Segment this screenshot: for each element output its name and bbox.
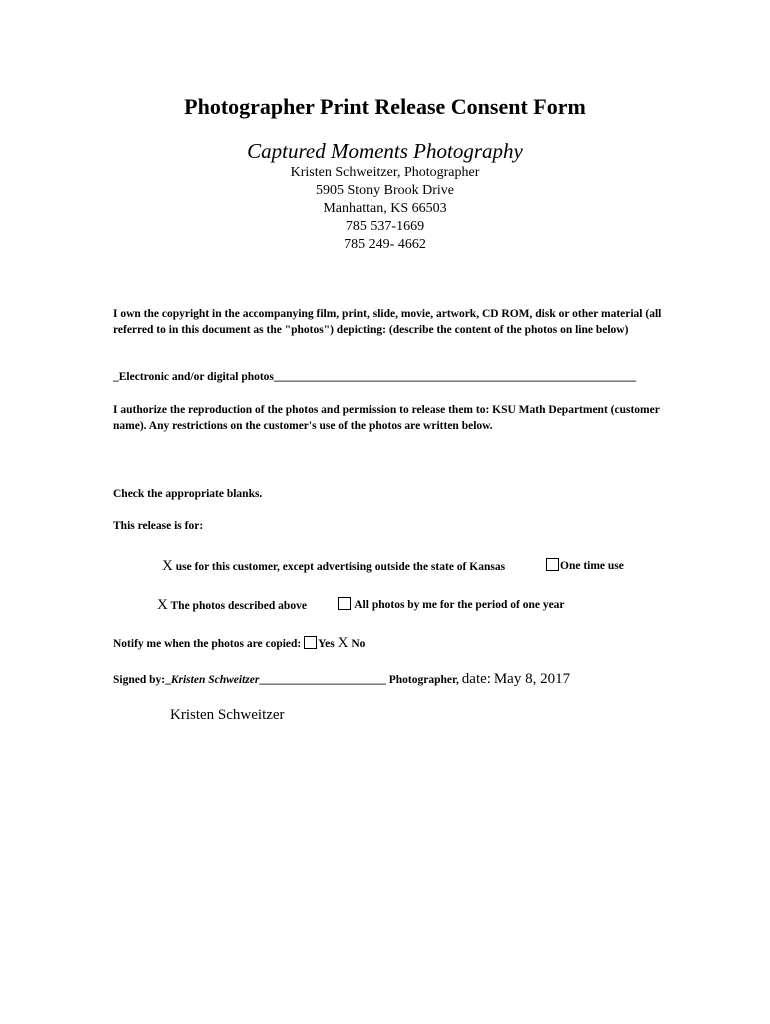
signature-prefix: _	[165, 674, 171, 686]
street-address: 5905 Stony Brook Drive	[315, 183, 455, 198]
photos-described-label: The photos described above	[170, 600, 307, 612]
option-all-photos[interactable]	[338, 596, 565, 614]
form-title: Photographer Print Release Consent Form	[184, 94, 586, 119]
photos-description-line: _Electronic and/or digital photos_______________________________________________________________	[113, 371, 637, 383]
date-label: date:	[461, 671, 491, 687]
signature-date[interactable]: May 8, 2017	[493, 671, 571, 687]
option-one-time-use[interactable]	[546, 557, 624, 575]
notify-no-check-mark: X	[337, 635, 349, 651]
notify-row	[113, 634, 365, 653]
signer-role: Photographer	[388, 674, 457, 686]
release-for-label: This release is for:	[113, 520, 204, 532]
all-photos-label: All photos by me for the period of one year	[354, 599, 565, 611]
signature-row	[113, 670, 570, 689]
notify-yes-label: Yes	[318, 638, 335, 650]
one-time-use-checkbox[interactable]	[546, 558, 559, 571]
option-photos-described[interactable]	[157, 596, 307, 615]
customer-use-check-mark: X	[162, 558, 173, 574]
city-state-zip: Manhattan, KS 66503	[323, 201, 447, 216]
notify-yes-checkbox[interactable]	[304, 636, 317, 649]
contact-block	[0, 164, 770, 254]
all-photos-checkbox[interactable]	[338, 597, 351, 610]
phone-number-1: 785 537-1669	[345, 219, 425, 234]
customer-use-label: use for this customer, except advertising outside the state of Kansas	[175, 561, 506, 573]
notify-no-label: No	[351, 638, 366, 650]
photographer-name: Kristen Schweitzer, Photographer	[290, 165, 480, 180]
phone-number-2: 785 249- 4662	[344, 237, 426, 252]
studio-name: Captured Moments Photography	[247, 139, 523, 163]
signature-underline: ______________________	[259, 674, 386, 686]
check-instructions: Check the appropriate blanks.	[113, 488, 263, 500]
notify-label: Notify me when the photos are copied:	[113, 638, 302, 650]
option-customer-use[interactable]	[162, 557, 505, 576]
one-time-use-label: One time use	[560, 560, 624, 572]
authorization-statement: I authorize the reproduction of the photos and permission to release them to: KSU Math Department (customer name). Any restrictions on the customer's use of the photos are written below.	[113, 404, 660, 432]
signature-name[interactable]: Kristen Schweitzer	[170, 674, 260, 686]
photos-described-check-mark: X	[157, 597, 168, 613]
signed-by-label: Signed by:	[113, 674, 166, 686]
role-comma: ,	[456, 674, 459, 686]
copyright-statement: I own the copyright in the accompanying film, print, slide, movie, artwork, CD ROM, disk or other material (all referred to in this document as the "photos") depicting: (describe the content of the photos on line below)	[113, 308, 662, 336]
printed-name: Kristen Schweitzer	[170, 707, 285, 723]
